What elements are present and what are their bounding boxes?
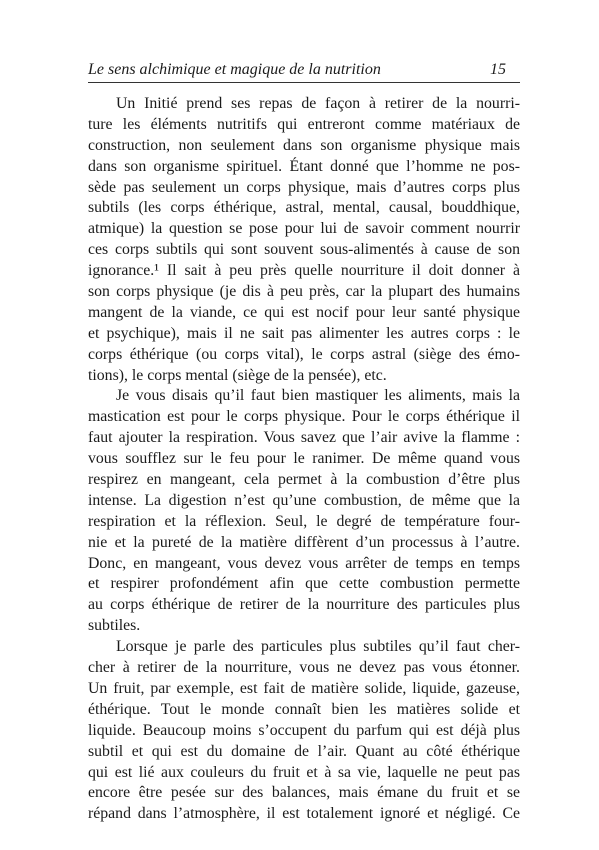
text-line: atmique) la question se pose pour lui de savoir comment nourrir bbox=[88, 220, 520, 238]
text-line: respiration et la réflexion. Seul, le degré de température four- bbox=[88, 512, 520, 530]
text-line: vous soufflez sur le feu pour le ranimer. De même quand vous bbox=[88, 450, 520, 468]
text-line: subtils (les corps éthérique, astral, mental, causal, bouddhique, bbox=[88, 199, 520, 217]
paragraph bbox=[88, 94, 520, 386]
text-line: tions), le corps mental (siège de la pensée), etc. bbox=[88, 366, 387, 384]
text-line: répand dans l’atmosphère, il est totalement ignoré et négligé. Ce bbox=[88, 805, 520, 823]
text-line: au corps éthérique de retirer de la nourriture des particules plus bbox=[88, 596, 520, 614]
text-line: Un fruit, par exemple, est fait de matière solide, liquide, gazeuse, bbox=[88, 679, 520, 697]
text-line: qui est lié aux couleurs du fruit et à sa vie, laquelle ne peut pas bbox=[88, 763, 520, 781]
text-line: liquide. Beaucoup moins s’occupent du parfum qui est déjà plus bbox=[88, 721, 520, 739]
text-line: ces corps subtils qui sont souvent sous-alimentés à cause de son bbox=[88, 241, 520, 259]
paragraph bbox=[88, 386, 520, 637]
text-line: cher à retirer de la nourriture, vous ne devez pas vous étonner. bbox=[88, 659, 520, 677]
text-line: et psychique), mais il ne sait pas alimenter les autres corps : le bbox=[88, 324, 520, 342]
text-line: subtiles. bbox=[88, 617, 141, 635]
page-header bbox=[88, 60, 520, 83]
text-line: et respirer profondément afin que cette combustion permette bbox=[88, 575, 520, 593]
text-line: nie et la pureté de la matière diffèrent d’un processus à l’autre. bbox=[88, 533, 520, 551]
text-line: mastication est pour le corps physique. Pour le corps éthérique il bbox=[88, 408, 520, 426]
text-line: ignorance.¹ Il sait à peu près quelle nourriture il doit donner à bbox=[88, 262, 520, 280]
text-body bbox=[88, 94, 520, 825]
text-line: construction, non seulement dans son organisme physique mais bbox=[88, 136, 520, 154]
text-line: sède pas seulement un corps physique, mais d’autres corps plus bbox=[88, 178, 520, 196]
running-title: Le sens alchimique et magique de la nutrition bbox=[88, 61, 381, 78]
paragraph bbox=[88, 637, 520, 825]
text-line: Je vous disais qu’il faut bien mastiquer les aliments, mais la bbox=[116, 387, 520, 405]
text-line: Lorsque je parle des particules plus subtiles qu’il faut cher- bbox=[116, 638, 520, 656]
text-line: dans son organisme spirituel. Étant donné que l’homme ne pos- bbox=[88, 157, 520, 175]
text-line: encore être pesée sur des balances, mais émane du fruit et se bbox=[88, 784, 520, 802]
text-line: mangent de la viande, ce qui est nocif pour leur santé physique bbox=[88, 303, 520, 321]
text-line: subtil et qui est du domaine de l’air. Quant au côté éthérique bbox=[88, 742, 520, 760]
text-line: intense. La digestion n’est qu’une combustion, de même que la bbox=[88, 491, 520, 509]
text-line: faut ajouter la respiration. Vous savez que l’air avive la flamme : bbox=[88, 429, 520, 447]
text-line: son corps physique (je dis à peu près, car la plupart des humains bbox=[88, 283, 520, 301]
text-line: corps éthérique (ou corps vital), le corps astral (siège des émo- bbox=[88, 345, 520, 363]
text-line: respirez en mangeant, cela permet à la combustion d’être plus bbox=[88, 471, 520, 489]
text-line: ture les éléments nutritifs qui entreront comme matériaux de bbox=[88, 115, 520, 133]
text-line: éthérique. Tout le monde connaît bien les matières solide et bbox=[88, 700, 520, 718]
text-line: Donc, en mangeant, vous devez vous arrêter de temps en temps bbox=[88, 554, 520, 572]
text-line: Un Initié prend ses repas de façon à retirer de la nourri- bbox=[116, 95, 520, 112]
page-number: 15 bbox=[490, 61, 506, 78]
